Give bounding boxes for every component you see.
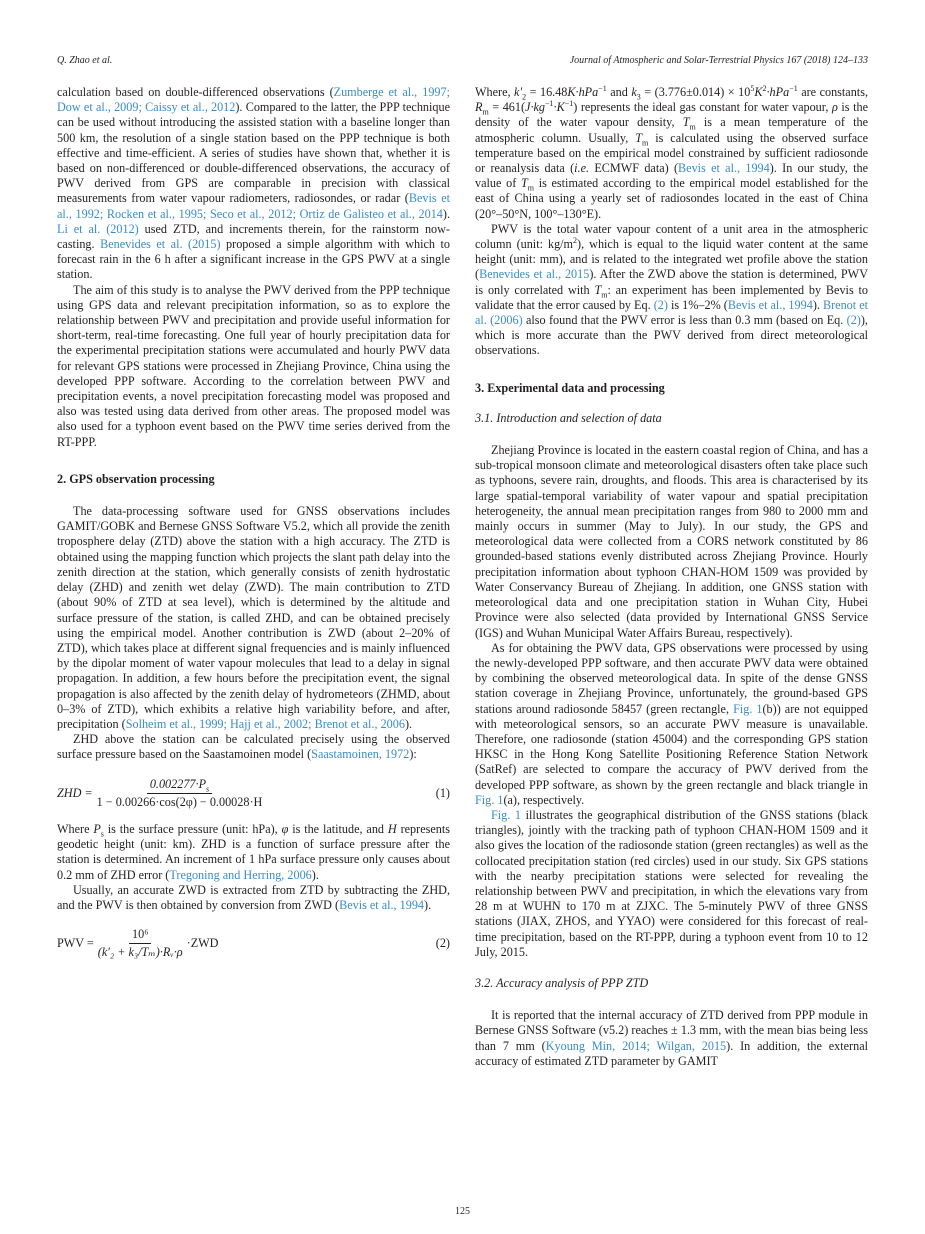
math-sup: −1	[564, 99, 574, 109]
text-run: ):	[409, 747, 417, 762]
citation-link[interactable]: Bevis et al., 1994	[339, 897, 425, 912]
citation-link[interactable]: (2)	[846, 313, 861, 328]
citation-link[interactable]: Zumberge et al., 1997; Dow et al., 2009; Caissy et al., 2012	[57, 85, 450, 115]
numerator	[147, 777, 212, 794]
math-symbol: i.e.	[574, 161, 590, 176]
math-symbol: k′	[514, 85, 523, 99]
math-symbol: ·hPa	[766, 85, 790, 99]
math-symbol: T	[520, 176, 528, 191]
subsection-heading: 3.2. Accuracy analysis of PPP ZTD	[475, 975, 649, 990]
math-symbol: T	[594, 282, 602, 297]
text-run: ), which is equal to the liquid water content at the same height (unit: mm), and is related to the integrated wet profile above the station (	[475, 237, 868, 282]
citation-link[interactable]: Saastamoinen, 1972	[311, 747, 410, 762]
math-sub: m	[482, 107, 489, 117]
math-symbol: K·hPa	[567, 85, 599, 99]
equation-lhs: ZHD =	[57, 785, 93, 800]
paragraph	[475, 222, 868, 359]
text-run: ).	[812, 297, 823, 312]
math-sup: 5	[750, 83, 755, 93]
equation-fraction	[98, 927, 183, 960]
text-run: used ZTD, and increments therein, for the rainstorm now-casting.	[57, 221, 450, 252]
running-header-journal: Journal of Atmospheric and Solar-Terrestrial Physics 167 (2018) 124–133	[569, 55, 868, 66]
paragraph	[475, 443, 868, 641]
numerator-sub: s	[206, 783, 210, 793]
paragraph	[57, 283, 450, 450]
subsection-heading: 3.1. Introduction and selection of data	[475, 410, 662, 425]
citation-link[interactable]: Bevis et al., 1994	[727, 297, 813, 312]
text-run: represents geodetic height (unit: km). ZHD is a function of surface pressure after the station is determined. An increment of 1 hPa surface pressure only causes about 0.2 mm of ZHD error (	[57, 821, 450, 882]
paragraph	[57, 85, 450, 283]
citation-link[interactable]: (2)	[653, 297, 668, 312]
text-run: Where	[57, 821, 94, 836]
text-run: and	[606, 85, 632, 99]
numerator: 10⁶	[129, 927, 151, 944]
text-run: It is reported that the internal accuracy of ZTD derived from PPP module in Bernese GNSS Software (v5.2) reaches ± 1.3 mm, with the mean bias being less than 7 mm (	[475, 1008, 868, 1053]
text-run: : an experiment has been implemented by Bevis to validate that the error caused by Eq.	[475, 282, 868, 312]
text-run: Zhejiang Province is located in the eastern coastal region of China, and has a sub-tropical monsoon climate and meteorological disasters often take place such as typhoons, severe rain, droughts, and floods. This area is characterised by its large spatial-temporal variability of water vapour and spatial precipitation heterogeneity, the annual mean precipitation ranges from 980 to 2000 mm and mainly occurs in summer (May to July). In our study, the GPS and meteorological data were collected from a CORS network constituted by 86 grounded-based stations evenly distributed across Zhejiang Province. Hourly precipitation information about typhoon CHAN-HOM 1509 was provided by Water Conservancy Bureau of Zhejiang. In addition, one GNSS station with meteorological data and one precipitation station in Wuhan City, Hubei Province were also selected (data provided by International GNSS Service (IGS) and Wuhan Municipal Water Affairs Bureau, respectively).	[475, 443, 868, 640]
math-sub: 3	[636, 92, 641, 102]
left-column	[57, 85, 450, 973]
math-symbol: K	[754, 85, 763, 99]
math-symbol: H	[387, 821, 397, 836]
denominator: 1 − 0.00266·cos(2φ) − 0.00028·H	[96, 794, 263, 809]
text-run: also found that the PWV error is less than 0.3 mm (based on Eq.	[522, 313, 847, 328]
right-column	[475, 85, 868, 1069]
text-run: = (3.776±0.014) × 10	[640, 85, 751, 99]
math-symbol: P	[93, 821, 101, 836]
text-run: are constants,	[797, 85, 868, 99]
equation-2	[57, 927, 450, 960]
text-run: ).	[311, 867, 319, 882]
math-symbol: R	[475, 100, 483, 115]
running-header-authors: Q. Zhao et al.	[57, 55, 113, 66]
math-symbol: J·kg	[525, 100, 546, 115]
text-run: Usually, an accurate ZWD is extracted from ZTD by subtracting the ZHD, and the PWV is then obtained by conversion from ZWD (	[57, 882, 450, 912]
equation-lhs: PWV =	[57, 936, 94, 951]
paragraph	[57, 883, 450, 913]
citation-link[interactable]: Benevides et al., 2015	[479, 267, 590, 282]
text-run: Where,	[475, 85, 515, 99]
math-sup: 2	[573, 235, 578, 245]
citation-link[interactable]: Brenot et al. (2006)	[475, 297, 868, 328]
text-run: is a mean temperature of the atmospheric column. Usually,	[475, 115, 868, 145]
paragraph	[475, 85, 868, 222]
text-run: is the density of the water vapour density,	[475, 100, 868, 130]
math-symbol: ρ	[831, 100, 838, 115]
section-heading: 2. GPS observation processing	[57, 471, 215, 486]
math-symbol: k	[631, 85, 637, 99]
text-run: The aim of this study is to analyse the PWV derived from the PPP technique using GPS data and relevant precipitation information, so as to explore the relationship between PWV and precipitation and provide useful information for short-term, real-time forecasting. One full year of hourly precipitation data for the experimental precipitation stations were accumulated and hourly PWV data for relevant GPS stations were processed in Zhejiang Province, China using the developed PPP software. According to the correlation between PWV and precipitation events, a novel precipitation forecasting model was proposed and also was tested using data derived from other areas. The proposed model was also used for a typhoon event based on the PWV time series derived from the RT-PPP.	[57, 282, 450, 449]
citation-link[interactable]: Bevis et al., 1994	[678, 161, 770, 176]
math-sup: 2	[762, 83, 767, 93]
citation-link[interactable]: Solheim et al., 1999; Hajj et al., 2002; Brenot et al., 2006	[125, 716, 405, 731]
text-run: calculation based on double-differenced observations (	[57, 85, 334, 99]
text-run: PWV is the total water vapour content of a unit area in the atmospheric column (unit: kg/m	[475, 221, 868, 252]
denominator: (k′₂ + k₃/Tₘ)·Rᵥ·ρ	[97, 945, 183, 960]
citation-link[interactable]: Benevides et al. (2015)	[100, 237, 221, 252]
citation-link[interactable]: Fig. 1	[491, 807, 522, 822]
text-run: = 461(	[488, 100, 526, 115]
text-run: ). After the ZWD above the station is determined, PWV is only correlated with	[475, 267, 868, 297]
text-run: ).	[404, 716, 413, 731]
citation-link[interactable]: Bevis et al., 1992; Rocken et al., 1995; Seco et al., 2012; Ortiz de Galisteo et al., 2014	[57, 191, 450, 221]
text-run: As for obtaining the PWV data, GPS observations were processed by using the newly-developed PPP software, and then accurate PWV data were obtained by combining the observed meteorological data. In spite of the dense GNSS station coverage in Zhejiang Province, unfortunately, the ground-based GPS stations around radiosonde 58457 (green rectangle,	[475, 640, 868, 716]
math-sub: m	[601, 290, 608, 300]
paragraph	[57, 504, 450, 732]
text-run: ).	[424, 897, 432, 912]
text-run: is the latitude, and	[288, 821, 388, 836]
text-run: ). In our study, the value of	[475, 161, 868, 191]
equation-rhs: ·ZWD	[186, 936, 219, 951]
text-run: ). Compared to the latter, the PPP technique can be used without introducing the assisted station with a baseline longer than 500 km, the resolution of a single station based on the PPP technique is both effective and time-efficient. A series of studies have shown that, whether it is based on non-differenced or double-differenced observations, the accuracy of PWV derived from GPS are comparable in precision with classical measurements from water vapour radiometers, radiosondes, or radar (	[57, 100, 450, 206]
paragraph	[57, 732, 450, 762]
equation-fraction	[97, 777, 263, 810]
paragraph	[57, 822, 450, 883]
equation-number: (1)	[435, 785, 450, 800]
text-run: (b)) are not equipped with meteorological sensors, so an accurate PWV measure is unavailable. Therefore, one radiosonde (station 45004) and the corresponding GPS station HKSC in the Hong Kong Satellite Positioning Reference Station Network (SatRef) are selected to compare the accuracy of PWV derived from the developed PPP software, as shown by the green rectangle and black triangle in	[475, 701, 868, 792]
text-run: is estimated according to the empirical model established for the east of China using a yearly set of radiosondes located in the east of China (20°–50°N, 100°–130°E).	[475, 176, 869, 221]
math-sub: m	[642, 138, 649, 148]
citation-link[interactable]: Fig. 1	[475, 792, 504, 807]
text-run: ).	[442, 206, 450, 221]
text-run: ZHD above the station can be calculated precisely using the observed surface pressure based on the Saastamoinen model (	[57, 732, 450, 762]
citation-link[interactable]: Tregoning and Herring, 2006	[169, 867, 312, 882]
math-symbol: ·K	[553, 100, 565, 115]
equation-number: (2)	[435, 936, 450, 951]
numerator-text: 0.002277·P	[149, 776, 207, 791]
text-run: The data-processing software used for GNSS observations includes GAMIT/GOBK and Bernese GNSS Software V5.2, which all provide the zenith troposphere delay (ZTD) above the station with a high accuracy. The ZTD is obtained using the mapping function which projects the slant path delay into the zenith direction at the station, which generally consists of zenith hydrostatic delay (ZHD) and zenith wet delay (ZWD). The main contribution to ZTD (about 90% of ZTD at sea level), which is determined by the altitude and surface pressure of the station, is called ZHD, and can be obtained precisely using the empirical model. Another contribution is ZWD (about 2–20% of ZTD), which takes place at different signal frequencies and is mainly influenced by the dipolar moment of water vapour molecules that lead to a delay in signal propagation. In addition, a few hours before the precipitation event, the signal propagation is also affected by the zenith delay of hydrometeors (ZHMD, about 0–3% of ZTD), which exhibits a relative high variability before, and after, precipitation (	[57, 504, 450, 731]
math-symbol: T	[682, 115, 690, 130]
text-run: ), which is more accurate than the PWV derived from direct meteorological observations.	[475, 313, 868, 358]
text-run: (a), respectively.	[503, 792, 585, 807]
text-run: ECMWF data) (	[589, 161, 679, 176]
citation-link[interactable]: Fig. 1	[733, 701, 763, 716]
math-sub: s	[100, 829, 104, 839]
math-sup: −1	[545, 99, 554, 109]
text-run: illustrates the geographical distribution of the GNSS stations (black triangles), jointly with the tracking path of typhoon CHAN-HOM 1509 and it also gives the location of the radiosonde station (green rectangles) as well as the collocated precipitation station (red circles) used in our study. Six GPS stations with the nearby precipitation stations were selected for revealing the relationship between PWV and precipitation, in which the elevations vary from 28 m at WUHN to 170 m at ZJXC. The 5-minutely PWV of three GNSS stations (JIAX, ZHOS, and YYAO) were considered for this forecast of real-time precipitation, based on the RT-PPP, during a typhoon event from 10 to 12 July, 2015.	[475, 807, 868, 959]
citation-link[interactable]: Li et al. (2012)	[57, 221, 139, 236]
math-sub: 2	[522, 92, 527, 102]
text-run: = 16.48	[526, 85, 568, 99]
text-run: is calculated using the observed surface temperature based on the empirical model constrained by sufficient radiosonde or reanalysis data (	[475, 130, 868, 176]
text-run: proposed a simple algorithm with which to forecast rain in the 6 h after a significant increase in the GPS PWV at a single station.	[57, 237, 451, 282]
paragraph	[475, 1008, 868, 1069]
math-sub: m	[527, 183, 534, 193]
page-number: 125	[455, 1206, 470, 1217]
text-run: is 1%–2% (	[667, 297, 728, 312]
text-run: is the surface pressure (unit: hPa),	[103, 821, 282, 836]
text-run: ). In addition, the external accuracy of estimated ZTD parameter by GAMIT	[475, 1038, 868, 1068]
paragraph	[475, 641, 868, 808]
math-symbol: φ	[281, 821, 289, 836]
math-sup: −1	[598, 83, 607, 93]
citation-link[interactable]: Kyoung Min, 2014; Wilgan, 2015	[545, 1038, 727, 1053]
text-run: ) represents the ideal gas constant for water vapour,	[573, 100, 832, 115]
paragraph	[475, 808, 868, 960]
math-sub: m	[689, 122, 696, 132]
equation-1	[57, 777, 450, 810]
section-heading: 3. Experimental data and processing	[475, 380, 665, 395]
math-sup: −1	[789, 83, 798, 93]
math-symbol: T	[635, 130, 642, 145]
